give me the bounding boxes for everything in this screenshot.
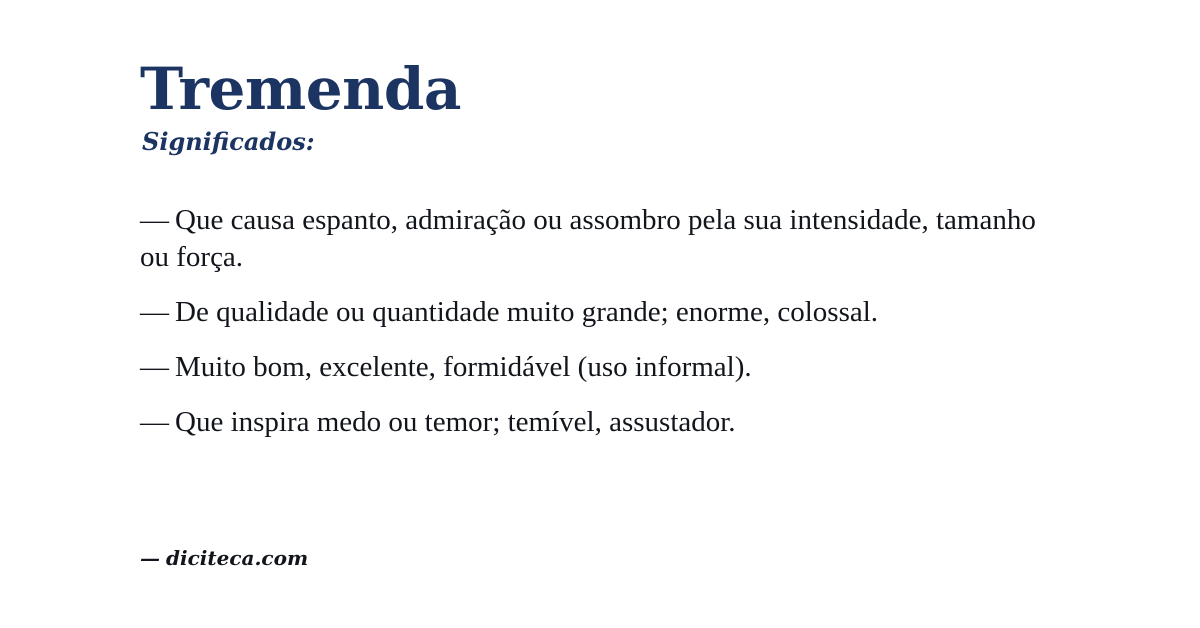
meanings-subtitle: Significados:: [142, 126, 315, 156]
source-attribution: [140, 546, 308, 570]
source-label: diciteca.com: [166, 546, 309, 570]
em-dash-icon: —: [140, 295, 169, 328]
em-dash-icon: —: [140, 350, 169, 383]
list-item: [140, 202, 1040, 276]
em-dash-icon: —: [140, 406, 169, 439]
em-dash-icon: —: [140, 203, 169, 236]
page-title: Tremenda: [140, 55, 461, 123]
definition-text: Que causa espanto, admiração ou assombro pela sua intensidade, tamanho ou força.: [140, 203, 1036, 273]
en-dash-icon: —: [140, 546, 160, 570]
definition-list: [140, 202, 1060, 442]
list-item: [140, 349, 1040, 386]
definition-text: De qualidade ou quantidade muito grande; enorme, colossal.: [175, 295, 879, 328]
list-item: [140, 294, 1040, 331]
definition-text: Muito bom, excelente, formidável (uso informal).: [175, 350, 752, 383]
list-item: [140, 404, 1040, 441]
definition-text: Que inspira medo ou temor; temível, assustador.: [175, 406, 736, 439]
